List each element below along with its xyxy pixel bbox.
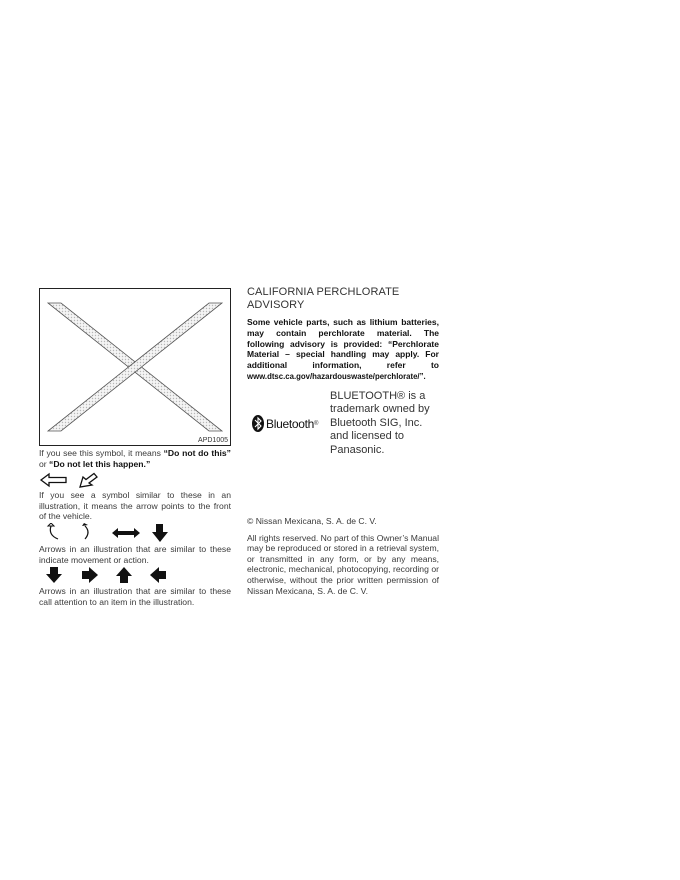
movement-text-block (39, 544, 231, 565)
bluetooth-wordmark: Bluetooth (266, 416, 315, 431)
bluetooth-icon (252, 415, 264, 432)
figure-label: APD1005 (198, 437, 228, 444)
perchlorate-section (247, 286, 439, 383)
copyright-text: © Nissan Mexicana, S. A. de C. V. (247, 516, 377, 526)
solid-left-arrow-icon (150, 567, 166, 583)
bluetooth-logo (252, 415, 318, 432)
registered-mark: ® (314, 420, 319, 427)
cross-x-icon (40, 289, 230, 445)
curved-arrow-right-icon (79, 523, 99, 543)
advisory-url: www.dtsc.ca.gov/hazardouswaste/perchlorate/”. (247, 371, 426, 381)
outline-diagonal-arrow-icon (77, 472, 103, 490)
solid-right-arrow-icon (82, 567, 98, 583)
advisory-text: Some vehicle parts, such as lithium batteries, may contain perchlorate material. The following advisory is provided: “Perchlorate Material – special handling may apply. For additional information, refer to www.dtsc.ca.gov/hazardouswaste/perchlorate/”. (247, 317, 439, 381)
do-not-figure (39, 288, 231, 446)
solid-down-arrow-icon (46, 567, 62, 583)
front-arrow-text: If you see a symbol similar to these in an illustration, it means the arrow points to the front of the vehicle. (39, 490, 231, 522)
attention-arrow-icons (46, 567, 166, 583)
rights-text: All rights reserved. No part of this Owner’s Manual may be reproduced or stored in a retrieval system, or transmitted in any form, or by any means, electronic, mechanical, photocopying, recording or otherwise, without the prior written permission of Nissan Mexicana, S. A. de C. V. (247, 532, 439, 596)
double-arrow-icon (111, 527, 141, 539)
outline-left-arrow-icon (39, 472, 69, 488)
bluetooth-trademark-text: BLUETOOTH® is a trademark owned by Bluetooth SIG, Inc. and licensed to Panasonic. (330, 390, 430, 456)
movement-arrow-icons (45, 523, 171, 543)
front-arrow-icons (39, 472, 103, 490)
donot-description: If you see this symbol, it means “Do not do this” or “Do not let this happen.” (39, 448, 231, 469)
curved-arrow-left-icon (45, 523, 65, 543)
bluetooth-section (330, 390, 435, 457)
section-heading: CALIFORNIA PERCHLORATE ADVISORY (247, 286, 400, 311)
solid-up-arrow-icon (116, 567, 132, 583)
attention-text-block (39, 586, 231, 607)
movement-arrow-text: Arrows in an illustration that are similar to these indicate movement or action. (39, 544, 231, 565)
copyright-section (247, 516, 439, 596)
left-column (39, 448, 231, 469)
front-text-block (39, 490, 231, 522)
attention-arrow-text: Arrows in an illustration that are similar to these call attention to an item in the illustration. (39, 586, 231, 607)
bent-down-arrow-icon (151, 523, 171, 543)
